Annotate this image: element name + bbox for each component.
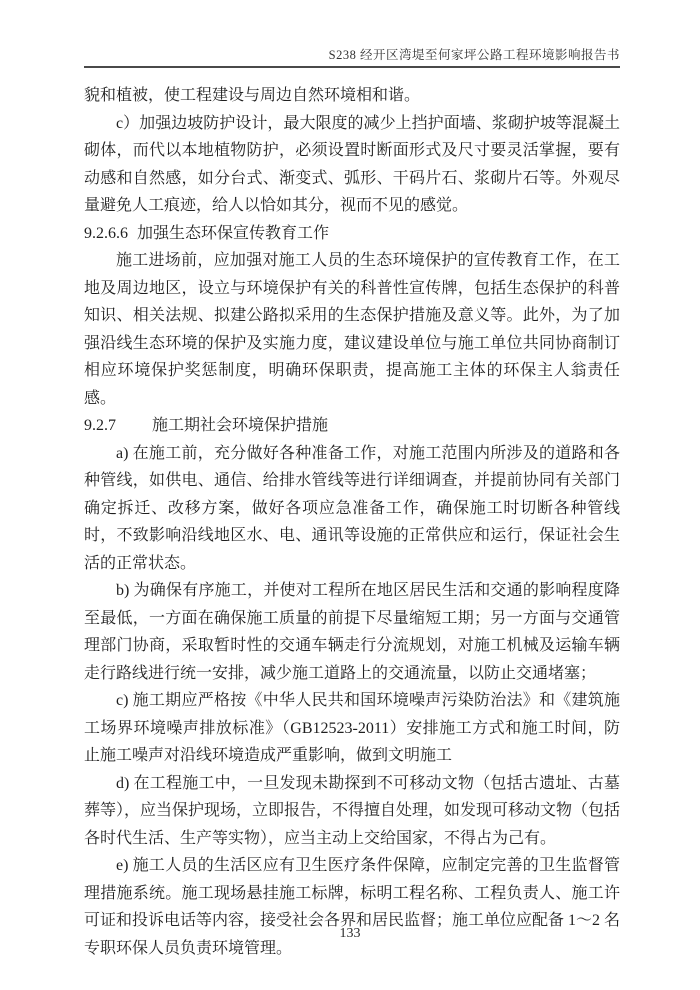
paragraph-item-e: e) 施工人员的生活区应有卫生医疗条件保障，应制定完善的卫生监督管理措施系统。施工现场悬挂施工标牌，标明工程名称、工程负责人、施工许可证和投诉电话等内容，接受社会各界和居民监督；施工单位应配备 1～2 名专职环保人员负责环境管理。 (84, 857, 621, 957)
report-header-title: S238 经开区湾堤至何家坪公路工程环境影响报告书 (328, 48, 620, 62)
paragraph-item-d: d) 在工程施工中，一旦发现未勘探到不可移动文物（包括古遗址、古墓葬等），应当保护现场，立即报告，不得擅自处理，如发现可移动文物（包括各时代生活、生产等实物），应当主动上交给国家，不得占为己有。 (84, 774, 621, 847)
page-body (84, 65, 620, 962)
paragraph-item-a: a) 在施工前，充分做好各种准备工作，对施工范围内所涉及的道路和各种管线，如供电、通信、给排水管线等进行详细调查，并提前协同有关部门确定拆迁、改移方案，做好各项应急准备工作，确保施工时切断各种管线时，不致影响沿线地区水、电、通讯等设施的正常供应和运行，保证社会生活的正常状态。 (84, 444, 620, 572)
section-heading-9-2-6-6 (84, 220, 620, 248)
section-title: 施工期社会环境保护措施 (152, 417, 329, 434)
page-header (84, 0, 620, 68)
paragraph-slope-protection: c）加强边坡防护设计，最大限度的减少上挡护面墙、浆砌护坡等混凝土砌体，而代以本地植物防护，必须设置时断面形式及尺寸要灵活掌握，要有动感和自然感，如分台式、渐变式、弧形、干码片石、浆砌片石等。外观尽量避免人工痕迹，给人以恰如其分，视而不见的感觉。 (84, 114, 620, 214)
section-number: 9.2.7 (84, 417, 116, 434)
paragraph-eco-education: 施工进场前，应加强对施工人员的生态环境保护的宣传教育工作，在工地及周边地区，设立与环境保护有关的科普性宣传牌，包括生态保护的科普知识、相关法规、拟建公路拟采用的生态保护措施及意义等。此外，为了加强沿线生态环境的保护及实施力度，建议建设单位与施工单位共同协商制订相应环境保护奖惩制度，明确环保职责，提高施工主体的环保主人翁责任感。 (84, 252, 620, 407)
section-heading-9-2-7 (84, 412, 620, 440)
paragraph-item-c: c) 施工期应严格按《中华人民共和国环境噪声污染防治法》和《建筑施工场界环境噪声排放标准》（GB12523-2011）安排施工方式和施工时间，防止施工噪声对沿线环境造成严重影响，做到文明施工 (84, 692, 620, 764)
page-number: 133 (339, 926, 361, 941)
paragraph-item-b: b) 为确保有序施工，并使对工程所在地区居民生活和交通的影响程度降至最低，一方面在确保施工质量的前提下尽量缩短工期；另一方面与交通管理部门协商，采取暂时性的交通车辆走行分流规划，对施工机械及运输车辆走行路线进行统一安排，减少施工道路上的交通流量，以防止交通堵塞； (84, 582, 620, 682)
section-title: 加强生态环保宣传教育工作 (137, 224, 330, 242)
section-number: 9.2.6.6 (84, 224, 128, 242)
paragraph-continuation: 貌和植被，使工程建设与周边自然环境相和谐。 (84, 87, 421, 104)
